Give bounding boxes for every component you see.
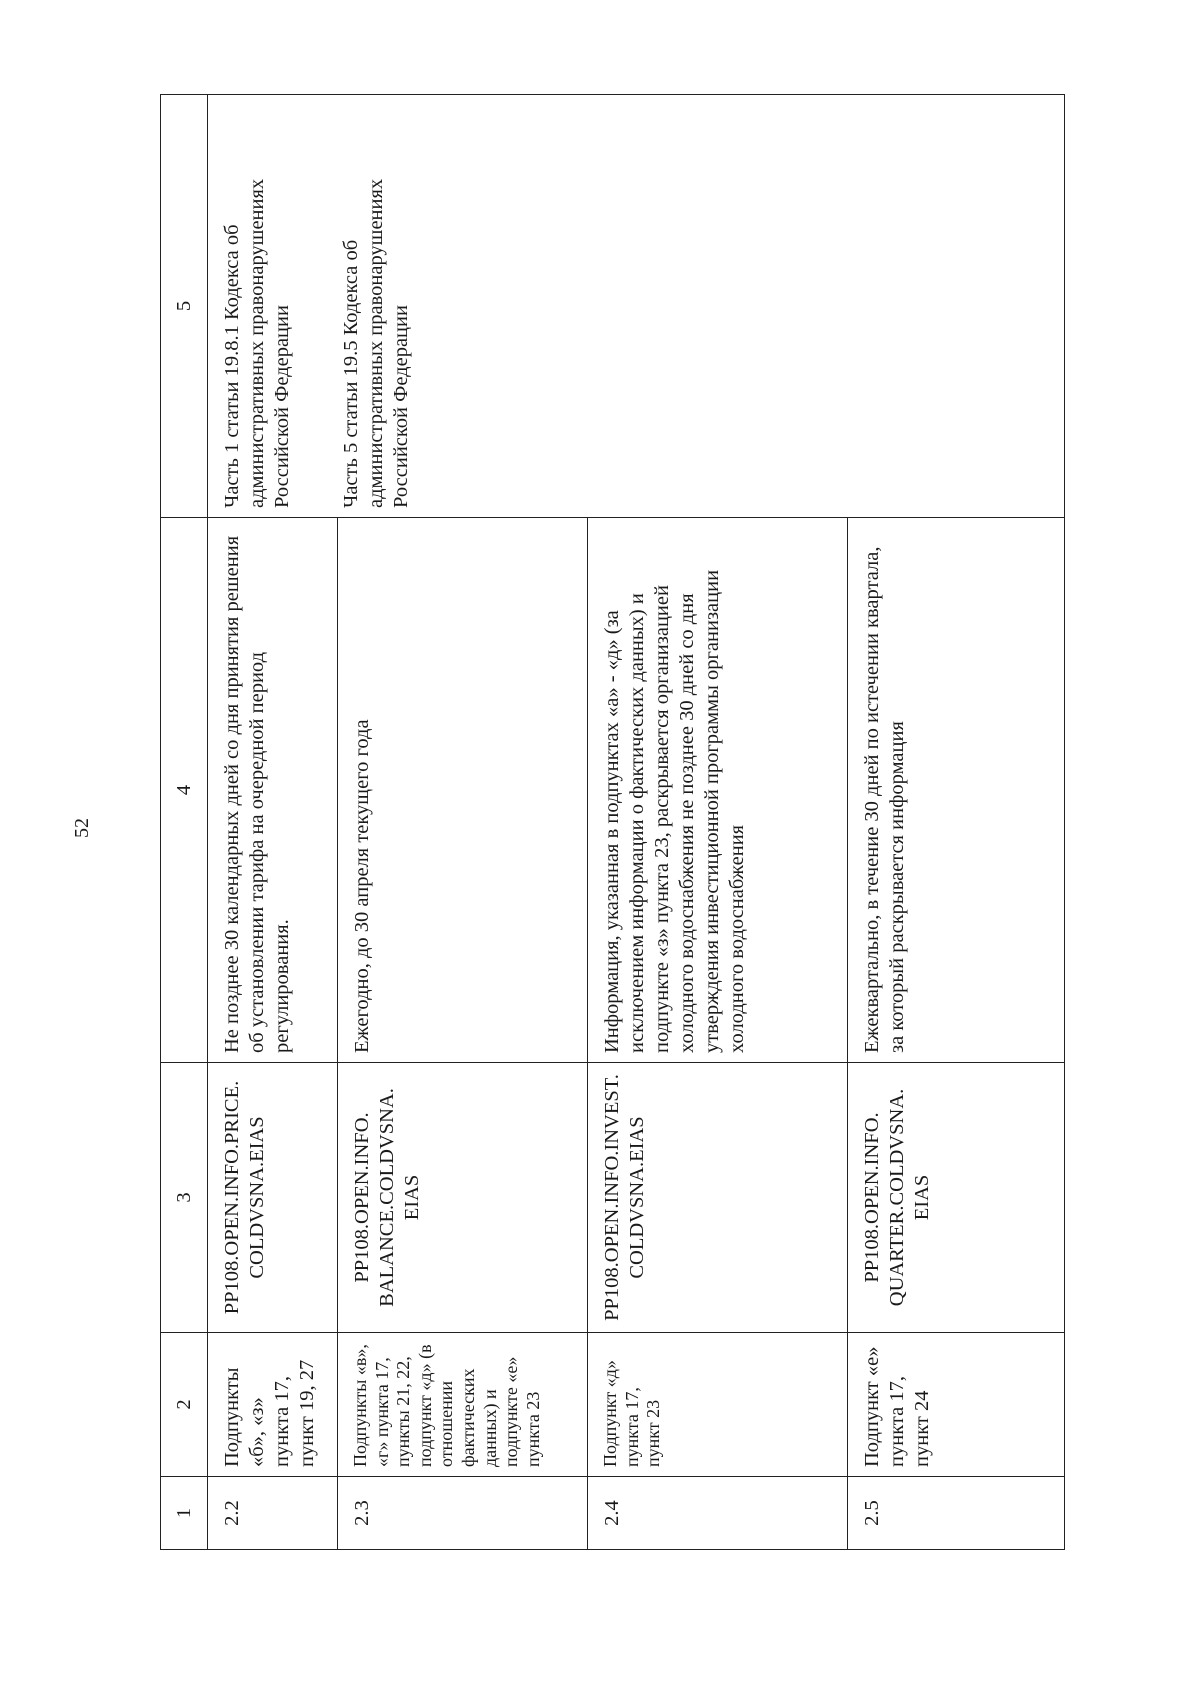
header-row xyxy=(161,95,208,1550)
liability-cell xyxy=(208,95,1065,518)
row-reference: Подпункты «б», «з» пункта 17, пункт 19, 27 xyxy=(208,1333,338,1477)
disclosure-table xyxy=(160,94,1065,1550)
row-timing: Ежегодно, до 30 апреля текущего года xyxy=(338,518,588,1063)
header-col-1: 1 xyxy=(161,1477,208,1550)
header-col-3: 3 xyxy=(161,1063,208,1333)
header-col-2: 2 xyxy=(161,1333,208,1477)
row-number: 2.2 xyxy=(208,1477,338,1550)
row-number: 2.4 xyxy=(588,1477,848,1550)
row-reference: Подпункт «е» пункта 17, пункт 24 xyxy=(848,1333,1065,1477)
liability-text-1: Часть 1 статьи 19.8.1 Кодекса об административных правонарушениях Российской Федерации xyxy=(221,178,293,508)
row-timing: Информация, указанная в подпунктах «а» - «д» (за исключением информации о фактических данных) и подпункте «з» пункта 23, раскрывается организацией холодного водоснабжения не позднее 30 дней со дня утверждения инвестиционной программы организации холодного водоснабжения xyxy=(588,518,848,1063)
table-row xyxy=(208,95,338,1550)
row-code: PP108.OPEN.INFO.INVEST. COLDVSNA.EIAS xyxy=(588,1063,848,1333)
row-reference: Подпункты «в», «г» пункта 17, пункты 21, 22, подпункт «д» (в отношении фактических данных) и подпункте «е» пункта 23 xyxy=(338,1333,588,1477)
row-code: PP108.OPEN.INFO. QUARTER.COLDVSNA. EIAS xyxy=(848,1063,1065,1333)
liability-text-2: Часть 5 статьи 19.5 Кодекса об административных правонарушениях Российской Федерации xyxy=(340,178,412,508)
row-number: 2.3 xyxy=(338,1477,588,1550)
row-number: 2.5 xyxy=(848,1477,1065,1550)
disclosure-table-wrapper xyxy=(160,95,1065,1550)
row-code: PP108.OPEN.INFO. BALANCE.COLDVSNA. EIAS xyxy=(338,1063,588,1333)
row-timing: Не позднее 30 календарных дней со дня принятия решения об установлении тарифа на очередной период регулирования. xyxy=(208,518,338,1063)
row-code: PP108.OPEN.INFO.PRICE. COLDVSNA.EIAS xyxy=(208,1063,338,1333)
header-col-5: 5 xyxy=(161,95,208,518)
header-col-4: 4 xyxy=(161,518,208,1063)
row-reference: Подпункт «д» пункта 17, пункт 23 xyxy=(588,1333,848,1477)
page-number: 52 xyxy=(70,818,93,838)
row-timing: Ежеквартально, в течение 30 дней по истечении квартала, за который раскрывается информация xyxy=(848,518,1065,1063)
